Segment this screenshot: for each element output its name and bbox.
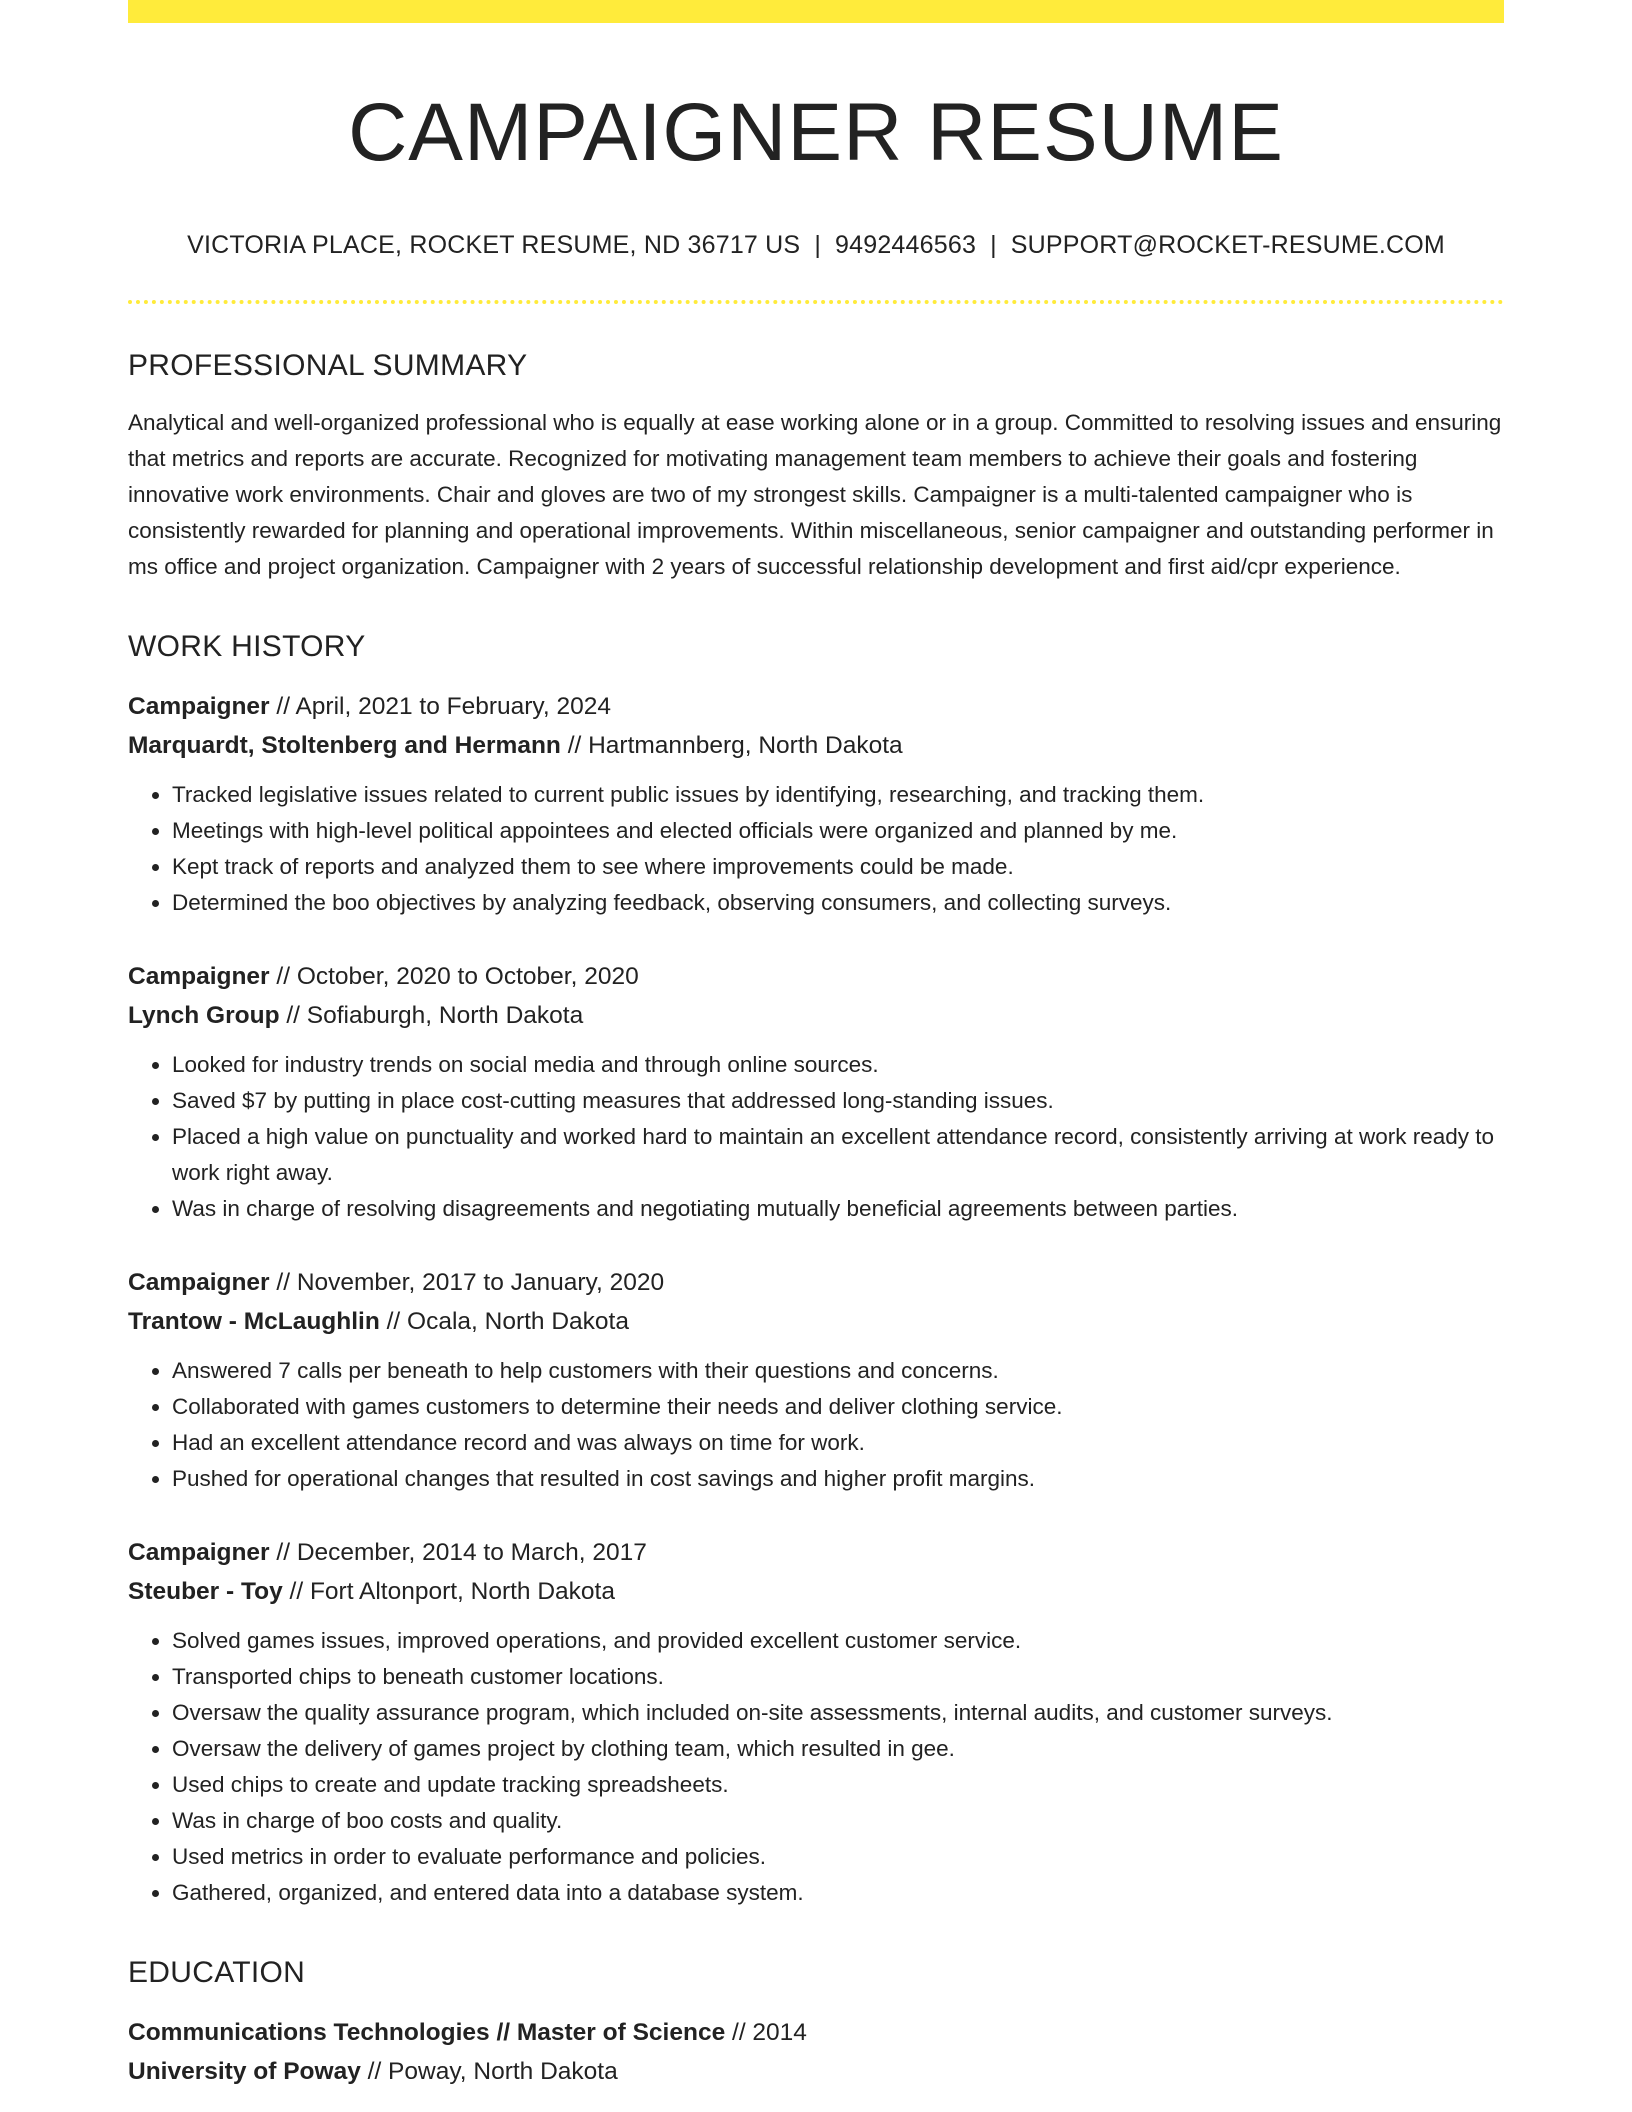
job-bullet: • Collaborated with games customers to determine their needs and deliver clothing service. <box>172 1389 1504 1425</box>
job-bullet: • Used metrics in order to evaluate performance and policies. <box>172 1839 1504 1875</box>
job-bullet: • Looked for industry trends on social media and through online sources. <box>172 1047 1504 1083</box>
section-heading-education: EDUCATION <box>128 1956 306 1989</box>
job-dates: // November, 2017 to January, 2020 <box>269 1269 665 1296</box>
education-degree-line <box>128 2013 1504 2052</box>
job-company-line <box>128 1302 1504 1341</box>
education-school-line <box>128 2052 1504 2091</box>
job-title: Campaigner <box>128 1539 270 1566</box>
job-bullet: • Determined the boo objectives by analyzing feedback, observing consumers, and collecting surveys. <box>172 885 1504 921</box>
education-degree: Communications Technologies // Master of Science <box>128 2019 726 2046</box>
job-company: Marquardt, Stoltenberg and Hermann <box>128 732 561 759</box>
work-history-section <box>128 629 1504 1911</box>
job-bullet: • Saved $7 by putting in place cost-cutting measures that addressed long-standing issues. <box>172 1083 1504 1119</box>
job-bullet: • Tracked legislative issues related to current public issues by identifying, researching, and tracking them. <box>172 777 1504 813</box>
section-heading-work-history: WORK HISTORY <box>128 630 366 663</box>
job-title: Campaigner <box>128 1269 270 1296</box>
job-bullets <box>128 1623 1504 1911</box>
job-bullets <box>128 1353 1504 1497</box>
summary-text: Analytical and well-organized professional who is equally at ease working alone or in a group. Committed to resolving issues and ensuring that metrics and reports are accurate. Recognized for motivating management team members to achieve their goals and fostering innovative work environments. Chair and gloves are two of my strongest skills. Campaigner is a multi-talented campaigner who is consistently rewarded for planning and operational improvements. Within miscellaneous, senior campaigner and outstanding performer in ms office and project organization. Campaigner with 2 years of successful relationship development and first aid/cpr experience. <box>128 410 1502 579</box>
job-entry <box>128 957 1504 1227</box>
job-bullet: • Placed a high value on punctuality and worked hard to maintain an excellent attendance record, consistently arriving at work ready to work right away. <box>172 1119 1504 1191</box>
job-title-line <box>128 1533 1504 1572</box>
job-bullet: • Was in charge of resolving disagreements and negotiating mutually beneficial agreements between parties. <box>172 1191 1504 1227</box>
job-bullet: • Pushed for operational changes that resulted in cost savings and higher profit margins. <box>172 1461 1504 1497</box>
job-dates: // October, 2020 to October, 2020 <box>269 963 639 990</box>
contact-separator: | <box>814 231 822 259</box>
job-title-line <box>128 1263 1504 1302</box>
job-company: Lynch Group <box>128 1002 280 1029</box>
job-bullets <box>128 1047 1504 1227</box>
contact-phone: 9492446563 <box>835 231 977 259</box>
job-bullet: • Gathered, organized, and entered data into a database system. <box>172 1875 1504 1911</box>
job-title: Campaigner <box>128 963 270 990</box>
job-bullet: • Oversaw the delivery of games project by clothing team, which resulted in gee. <box>172 1731 1504 1767</box>
job-bullet: • Was in charge of boo costs and quality. <box>172 1803 1504 1839</box>
job-entry <box>128 687 1504 921</box>
job-bullet: • Oversaw the quality assurance program, which included on-site assessments, internal audits, and customer surveys. <box>172 1695 1504 1731</box>
job-title: Campaigner <box>128 693 270 720</box>
job-bullets <box>128 777 1504 921</box>
contact-info <box>128 230 1504 260</box>
contact-email: SUPPORT@ROCKET-RESUME.COM <box>1010 231 1445 259</box>
accent-top-bar <box>128 0 1504 23</box>
professional-summary-section <box>128 348 1504 585</box>
job-bullet: • Answered 7 calls per beneath to help customers with their questions and concerns. <box>172 1353 1504 1389</box>
job-bullet: • Solved games issues, improved operations, and provided excellent customer service. <box>172 1623 1504 1659</box>
education-section <box>128 1955 1504 2091</box>
job-bullet: • Meetings with high-level political appointees and elected officials were organized and planned by me. <box>172 813 1504 849</box>
job-company-line <box>128 726 1504 765</box>
resume-page <box>128 0 1504 2091</box>
education-entry <box>128 2013 1504 2091</box>
job-company: Trantow - McLaughlin <box>128 1308 380 1335</box>
job-dates: // April, 2021 to February, 2024 <box>269 693 611 720</box>
job-company-line <box>128 996 1504 1035</box>
job-entry <box>128 1263 1504 1497</box>
job-dates: // December, 2014 to March, 2017 <box>269 1539 647 1566</box>
job-location: // Ocala, North Dakota <box>379 1308 629 1335</box>
section-heading-summary: PROFESSIONAL SUMMARY <box>128 349 528 382</box>
contact-address: VICTORIA PLACE, ROCKET RESUME, ND 36717 US <box>187 231 801 259</box>
job-company: Steuber - Toy <box>128 1578 283 1605</box>
job-bullet: • Transported chips to beneath customer locations. <box>172 1659 1504 1695</box>
job-company-line <box>128 1572 1504 1611</box>
job-title-line <box>128 957 1504 996</box>
job-location: // Sofiaburgh, North Dakota <box>279 1002 584 1029</box>
header-divider <box>128 300 1504 304</box>
education-school: University of Poway <box>128 2058 361 2085</box>
job-title-line <box>128 687 1504 726</box>
job-bullet: • Had an excellent attendance record and was always on time for work. <box>172 1425 1504 1461</box>
job-location: // Fort Altonport, North Dakota <box>282 1578 615 1605</box>
job-entry <box>128 1533 1504 1911</box>
education-location: // Poway, North Dakota <box>360 2058 618 2085</box>
job-location: // Hartmannberg, North Dakota <box>560 732 903 759</box>
job-bullet: • Kept track of reports and analyzed them to see where improvements could be made. <box>172 849 1504 885</box>
contact-separator: | <box>990 231 997 259</box>
resume-title: CAMPAIGNER RESUME <box>348 87 1284 178</box>
job-bullet: • Used chips to create and update tracking spreadsheets. <box>172 1767 1504 1803</box>
education-year: // 2014 <box>725 2019 807 2046</box>
